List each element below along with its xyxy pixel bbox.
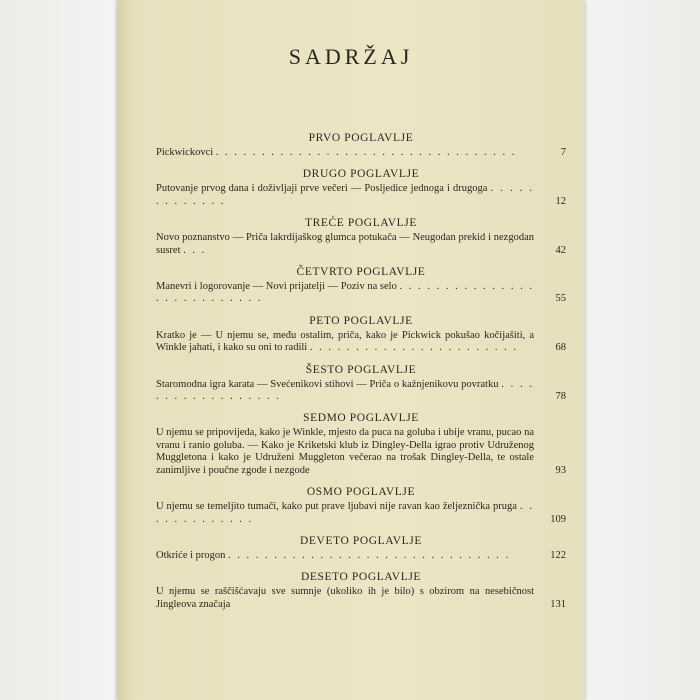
page-title: SADRŽAJ xyxy=(288,44,414,69)
entry-description xyxy=(156,330,544,355)
toc-chapter xyxy=(156,313,566,355)
toc-chapter xyxy=(156,130,566,159)
leader-dots: . . . . . . . . . . . . . . . . . . xyxy=(156,378,535,403)
toc-entry xyxy=(156,427,566,477)
book-page xyxy=(118,0,584,700)
toc-chapter xyxy=(156,569,566,611)
toc-chapter xyxy=(156,410,566,477)
leader-dots: . . . . . . . . . . . . . . . . . . . . . . . xyxy=(309,342,518,354)
toc-entry xyxy=(156,379,566,404)
chapter-title: OSMO POGLAVLJE xyxy=(306,486,416,499)
chapter-title: SEDMO POGLAVLJE xyxy=(303,412,419,425)
entry-text: Staromodna igra karata — Svećenikovi stihovi — Priča o kažnjenikovu povratku xyxy=(156,378,499,390)
chapter-title: DESETO POGLAVLJE xyxy=(300,571,422,584)
leader-dots: . . . . . . . . . . . . . xyxy=(156,183,535,207)
page-number: 122 xyxy=(550,549,566,561)
chapter-title: DRUGO POGLAVLJE xyxy=(302,168,420,181)
leader-dots: . . . . . . . . . . . . . . . . . . . . . . . . . . . . . . . xyxy=(228,549,511,561)
entry-text: Otkriće i progon xyxy=(156,549,226,561)
entry-text: U njemu se temeljito tumači, kako put prave ljubavi nije ravan kao željeznička pruga xyxy=(156,501,517,513)
entry-text: Novo poznanstvo — Priča lakrdijaškog glumca potukača — Neugodan prekid i nezgodan susret xyxy=(156,232,534,256)
toc-chapter xyxy=(156,533,566,562)
entry-description xyxy=(156,147,544,159)
entry-text: Putovanje prvog dana i doživljaji prve večeri — Posljedice jednoga i drugoga xyxy=(156,183,488,195)
toc-entry xyxy=(156,183,566,208)
toc-chapter xyxy=(156,362,566,404)
toc-entry xyxy=(156,330,566,355)
toc-entry xyxy=(156,281,566,306)
toc-entry xyxy=(156,586,566,611)
page-number: 68 xyxy=(555,342,566,354)
page-number: 109 xyxy=(550,513,566,525)
entry-text: Kratko je — U njemu se, među ostalim, priča, kako je Pickwick pokušao kočijašiti, a Winkle jahati, i kako su oni to radili xyxy=(156,329,534,354)
table-of-contents xyxy=(156,130,566,613)
leader-dots: . . . xyxy=(183,244,207,256)
leader-dots: . . . . . . . . . . . . . . . . . . . . . . . . . . . . . . . . . xyxy=(215,147,517,158)
toc-entry xyxy=(156,501,566,526)
page-number: 7 xyxy=(560,147,566,158)
entry-text: Pickwickovci xyxy=(156,147,214,158)
page-number: 93 xyxy=(555,464,566,476)
entry-text: U njemu se pripovijeda, kako je Winkle, mjesto da puca na goluba i ubije vranu, pucao na vranu i ranio goluba. — Kako je Kriketski klub iz Dingley-Della igrao protiv Udruženog Muggletona i kako je Udruženi Muggleton večerao na trošak Dingley-Della, te ostale zanimljive i poučne zgode i nezgode xyxy=(156,427,534,476)
entry-description xyxy=(156,232,544,257)
page-number: 42 xyxy=(555,244,566,256)
chapter-title: TREĆE POGLAVLJE xyxy=(305,217,417,230)
page-number: 55 xyxy=(555,293,566,305)
entry-text: U njemu se raščišćavaju sve sumnje (ukoliko ih je bilo) s obzirom na nesebičnost Jingleova značaja xyxy=(156,586,534,610)
leader-dots: . . . . . . . . . . . . . . . . . . . . . . . . . . . xyxy=(156,281,535,305)
entry-text: Manevri i logorovanje — Novi prijatelji — Poziv na selo xyxy=(156,281,397,293)
entry-description xyxy=(156,501,544,526)
leader-dots: . . . . . . . . . . . . . xyxy=(156,501,535,525)
toc-entry xyxy=(156,232,566,257)
entry-description xyxy=(156,379,544,404)
toc-chapter xyxy=(156,166,566,208)
toc-chapter xyxy=(156,484,566,526)
chapter-title: ŠESTO POGLAVLJE xyxy=(305,363,417,376)
chapter-title: PRVO POGLAVLJE xyxy=(308,132,414,144)
entry-description xyxy=(156,550,544,562)
toc-chapter xyxy=(156,264,566,306)
page-number: 12 xyxy=(555,195,566,207)
page-number: 78 xyxy=(555,391,566,403)
toc-entry xyxy=(156,550,566,562)
entry-description xyxy=(156,281,544,306)
entry-description xyxy=(156,183,544,208)
toc-chapter xyxy=(156,215,566,257)
chapter-title: DEVETO POGLAVLJE xyxy=(300,534,422,547)
entry-description xyxy=(156,427,544,477)
toc-entry xyxy=(156,147,566,159)
entry-description xyxy=(156,586,544,611)
chapter-title: ČETVRTO POGLAVLJE xyxy=(296,266,426,279)
chapter-title: PETO POGLAVLJE xyxy=(309,314,413,327)
page-number: 131 xyxy=(550,598,566,610)
